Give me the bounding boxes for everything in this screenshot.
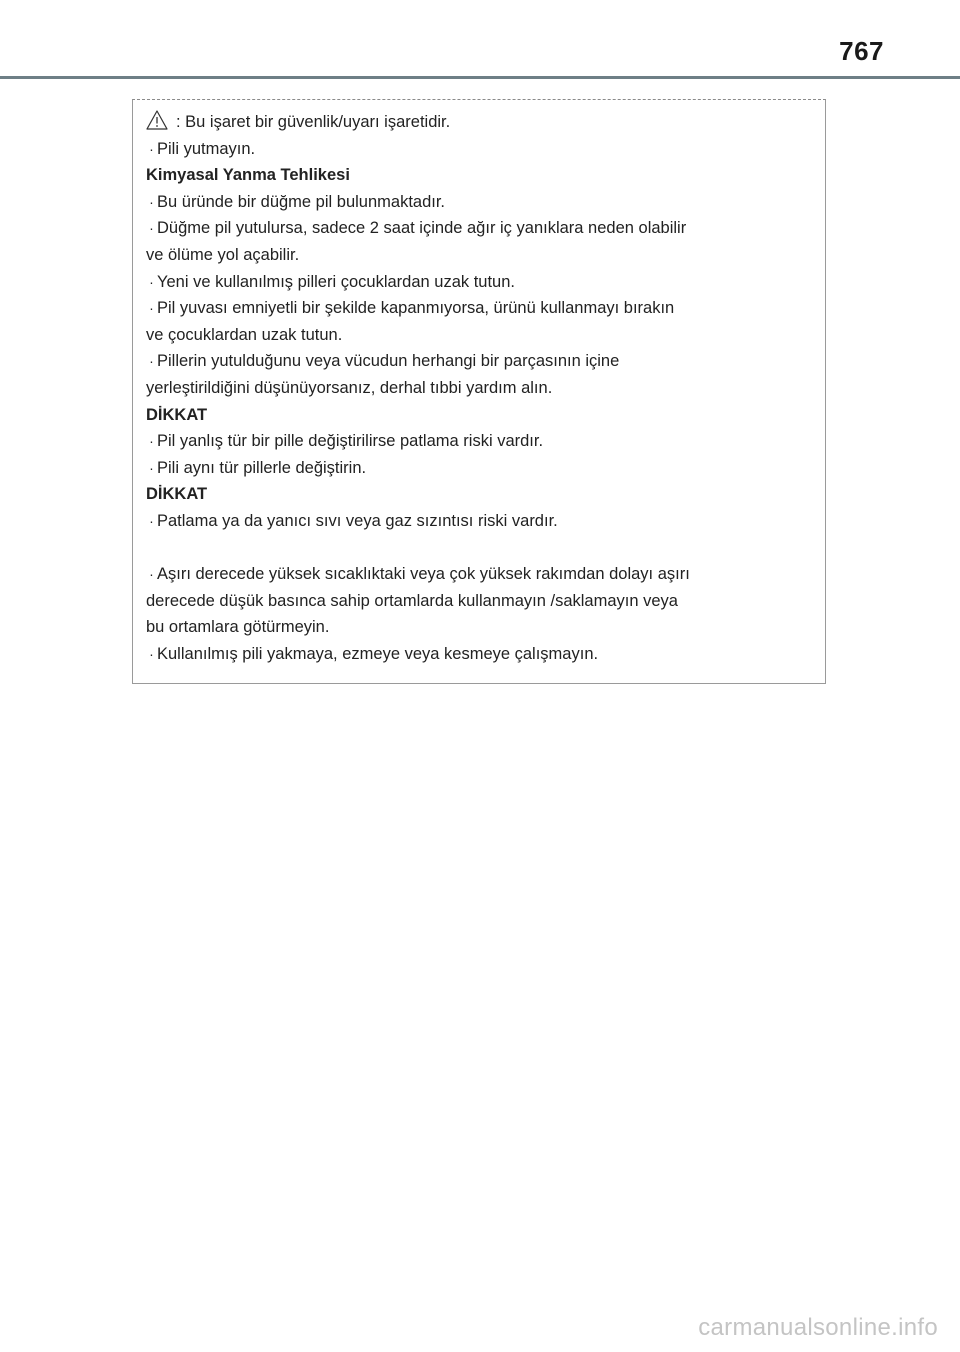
bullet-dot-icon: · xyxy=(149,433,154,450)
line-text: Pillerin yutulduğunu veya vücudun herhangi bir parçasının içine xyxy=(157,352,620,371)
bullet-dot-icon: · xyxy=(149,193,154,210)
line-text: Pil yuvası emniyetli bir şekilde kapanmıyorsa, ürünü kullanmayı bırakın xyxy=(157,299,675,318)
bullet-dot-icon: · xyxy=(149,220,154,237)
warning-legend xyxy=(146,109,816,136)
line-text: derecede düşük basınca sahip ortamlarda kullanmayın /saklamayın veya xyxy=(146,591,678,610)
bullet-dot-icon: · xyxy=(149,273,154,290)
line-text: Pil yanlış tür bir pille değiştirilirse patlama riski vardır. xyxy=(157,432,544,451)
bullet-item xyxy=(146,508,816,535)
bullet-dot-icon: · xyxy=(149,140,154,157)
blank-line xyxy=(146,535,816,562)
bullet-item xyxy=(146,561,816,588)
notice-heading xyxy=(146,402,816,429)
bullet-item xyxy=(146,295,816,322)
continuation-line xyxy=(146,588,816,615)
line-text: : Bu işaret bir güvenlik/uyarı işaretidir. xyxy=(176,113,451,131)
line-text: Kimyasal Yanma Tehlikesi xyxy=(146,166,350,185)
bullet-dot-icon: · xyxy=(149,300,154,317)
line-text: Patlama ya da yanıcı sıvı veya gaz sızıntısı riski vardır. xyxy=(157,511,558,530)
notice-heading xyxy=(146,162,816,189)
header-rule xyxy=(0,76,960,79)
line-text: Pili aynı tür pillerle değiştirin. xyxy=(157,458,367,477)
continuation-line xyxy=(146,375,816,402)
line-text: ve çocuklardan uzak tutun. xyxy=(146,325,343,344)
continuation-line xyxy=(146,322,816,349)
line-text: Düğme pil yutulursa, sadece 2 saat içinde ağır iç yanıklara neden olabilir xyxy=(157,219,687,238)
notice-heading xyxy=(146,481,816,508)
bullet-dot-icon: · xyxy=(149,353,154,370)
bullet-dot-icon: · xyxy=(149,645,154,662)
bullet-dot-icon: · xyxy=(149,459,154,476)
bullet-item xyxy=(146,189,816,216)
warning-triangle-icon xyxy=(146,110,168,130)
line-text: yerleştirildiğini düşünüyorsanız, derhal tıbbi yardım alın. xyxy=(146,378,553,397)
bullet-item xyxy=(146,455,816,482)
notice-text-block xyxy=(146,109,816,667)
line-text: ve ölüme yol açabilir. xyxy=(146,245,300,264)
bullet-item xyxy=(146,641,816,668)
bullet-dot-icon: · xyxy=(149,512,154,529)
line-text: Pili yutmayın. xyxy=(157,139,256,158)
bullet-dot-icon: · xyxy=(149,566,154,583)
continuation-line xyxy=(146,614,816,641)
bullet-item xyxy=(146,348,816,375)
bullet-item xyxy=(146,215,816,242)
bullet-item xyxy=(146,428,816,455)
line-text: Yeni ve kullanılmış pilleri çocuklardan uzak tutun. xyxy=(157,272,515,291)
safety-notice-box xyxy=(132,99,826,684)
page-number: 767 xyxy=(839,36,884,66)
watermark: carmanualsonline.info xyxy=(698,1314,938,1341)
line-text: bu ortamlara götürmeyin. xyxy=(146,618,330,637)
line-text: Kullanılmış pili yakmaya, ezmeye veya kesmeye çalışmayın. xyxy=(157,644,599,663)
line-text: DİKKAT xyxy=(146,405,208,424)
line-text: Bu üründe bir düğme pil bulunmaktadır. xyxy=(157,192,446,211)
bullet-item xyxy=(146,136,816,163)
bullet-item xyxy=(146,269,816,296)
line-text: DİKKAT xyxy=(146,485,208,504)
continuation-line xyxy=(146,242,816,269)
line-text: Aşırı derecede yüksek sıcaklıktaki veya çok yüksek rakımdan dolayı aşırı xyxy=(157,565,690,584)
